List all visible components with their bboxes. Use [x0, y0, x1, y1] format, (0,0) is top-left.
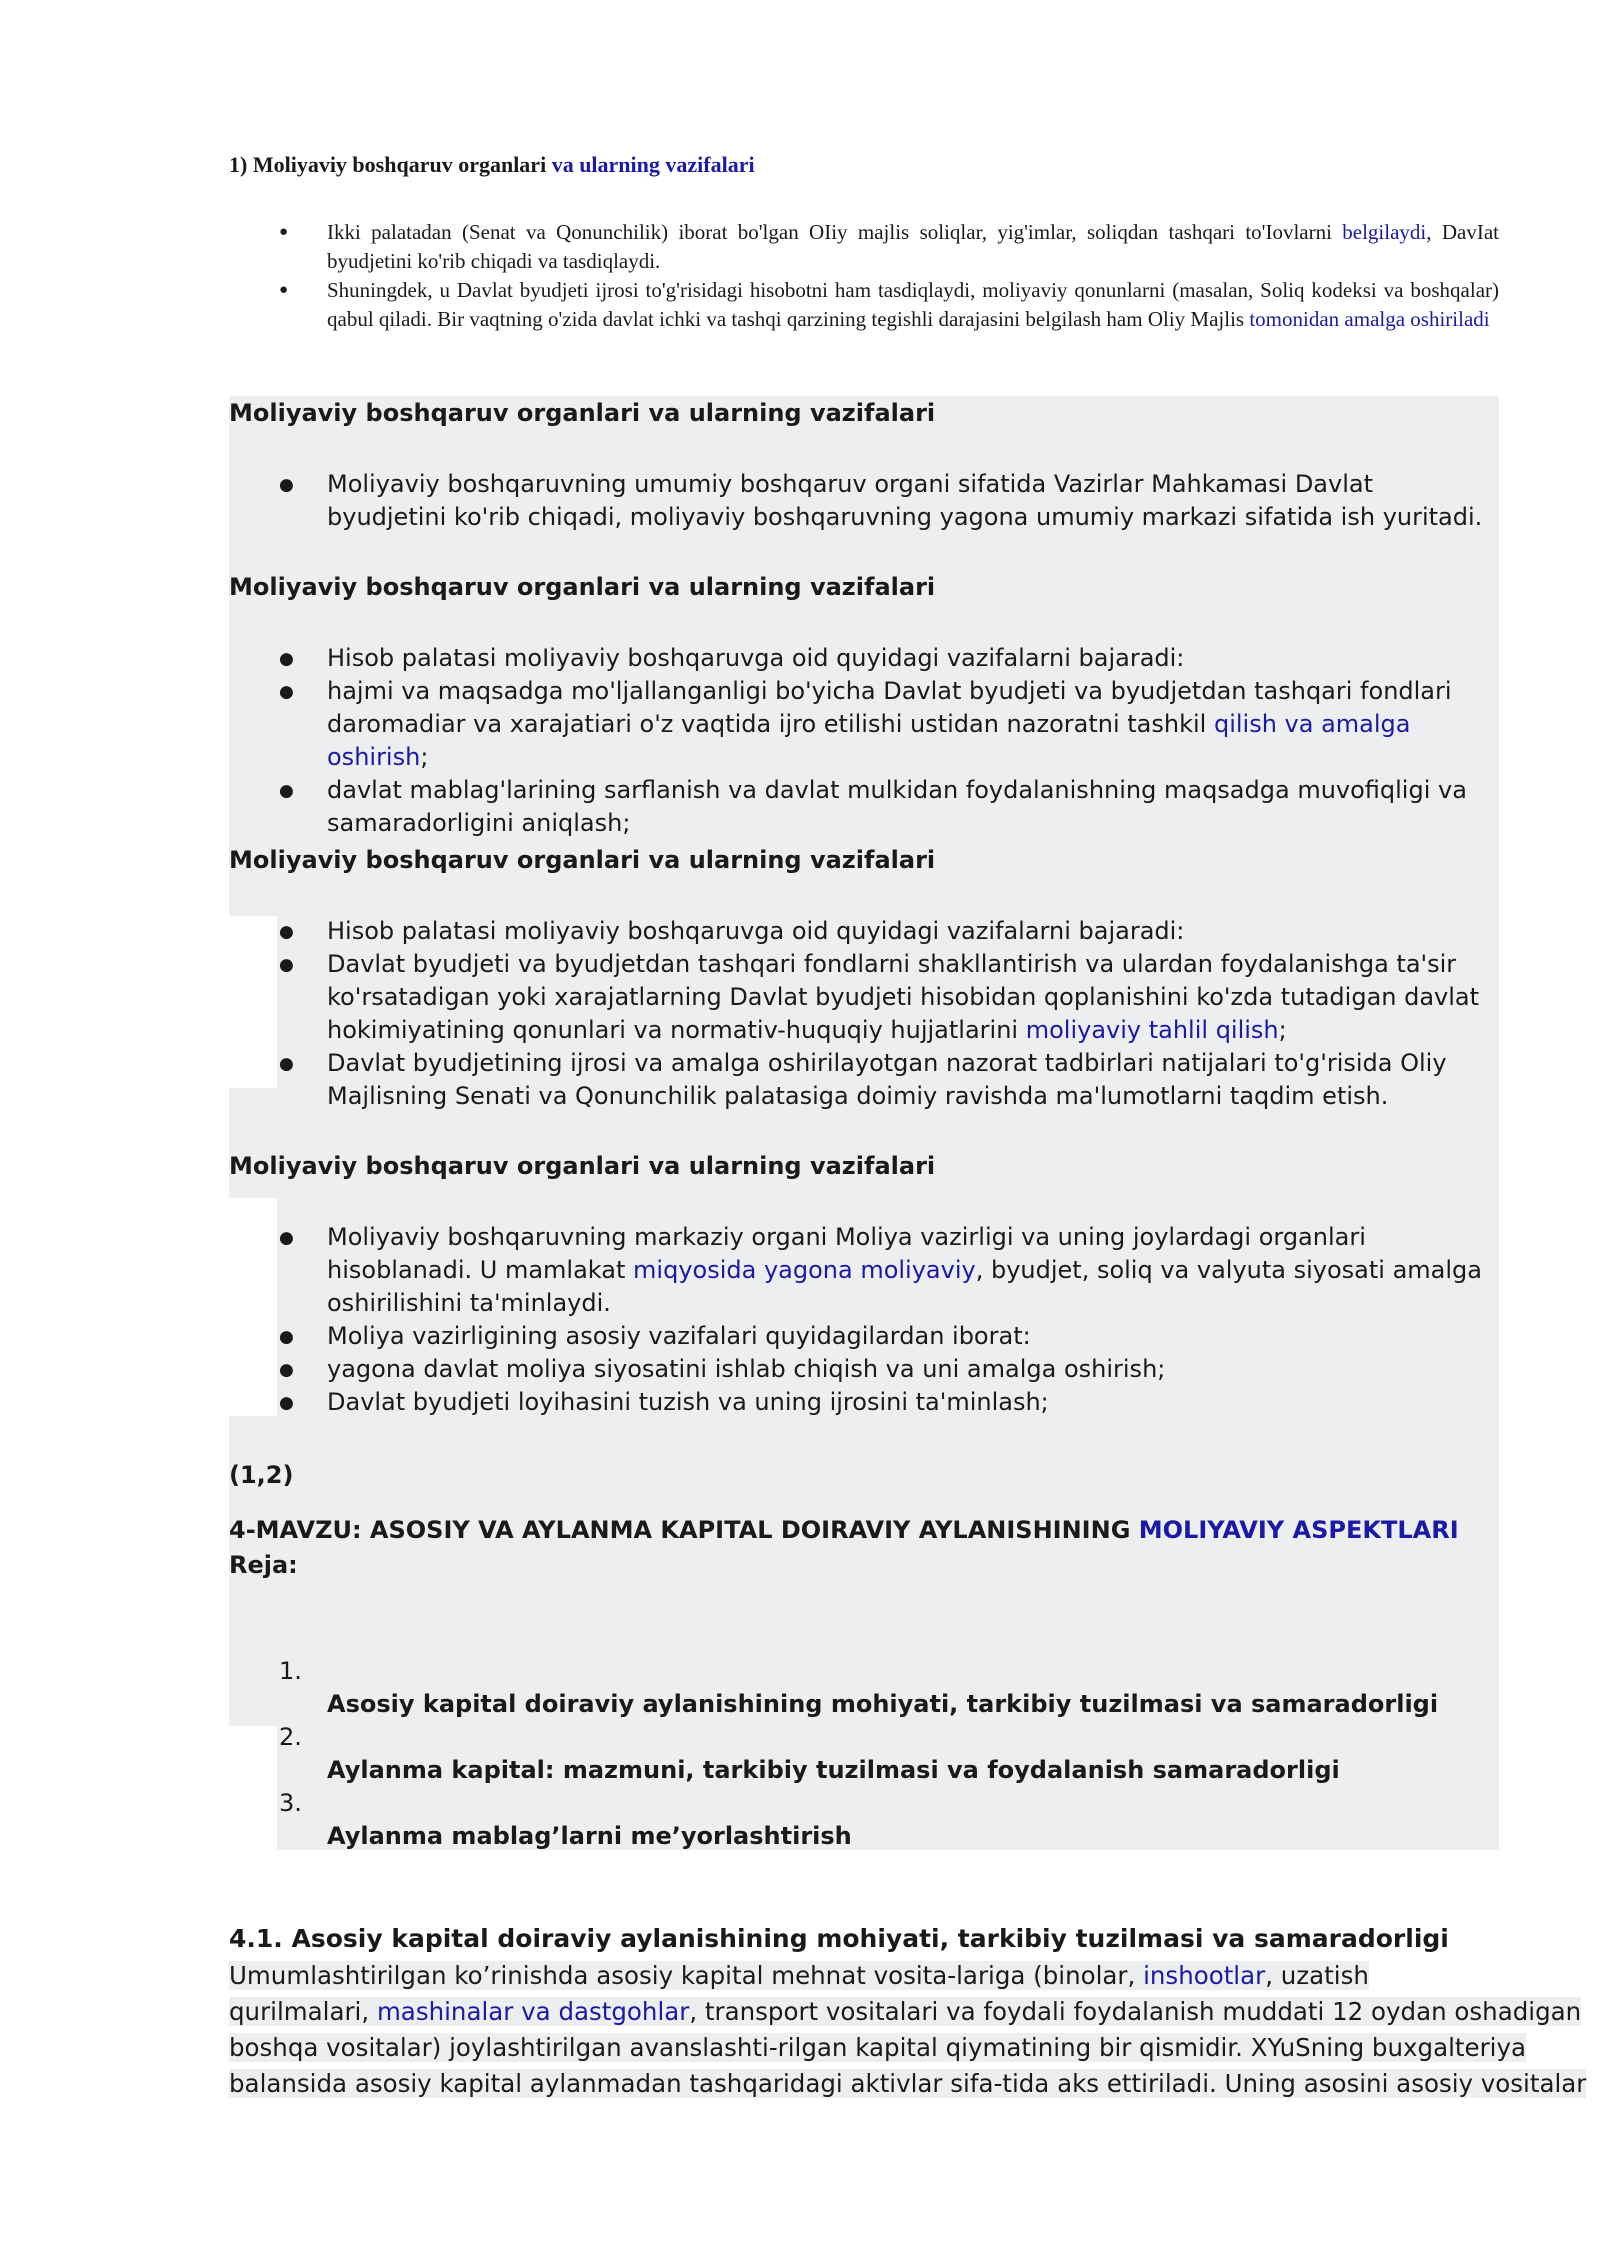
inline-link[interactable]: belgilaydi	[1342, 220, 1427, 244]
list-item: ● Moliyaviy boshqaruvning markaziy organi Moliya vazirligi va uning joylardagi organlari hisoblanadi. U mamlakat miqyosida yagona moliyaviy, byudjet, soliq va valyuta siyosati amalga oshirilishini ta'minlaydi.	[229, 1221, 1499, 1320]
bullet-list	[229, 218, 1499, 334]
inline-link[interactable]: inshootlar	[1143, 1961, 1266, 1990]
block-heading: Moliyaviy boshqaruv organlari va ularning vazifalari	[229, 1152, 936, 1180]
list-item: ● Davlat byudjeti va byudjetdan tashqari fondlarni shakllantirish va ulardan foydalanishga ta'sir ko'rsatadigan yoki xarajatlarning Davlat byudjeti hisobidan qoplanishini ko'zda tutadigan davlat hokimiyatining qonunlari va normativ-huquqiy hujjatlarini moliyaviy tahlil qilish;	[229, 948, 1499, 1047]
list-item: ● Davlat byudjeti loyihasini tuzish va uning ijrosini ta'minlash;	[229, 1386, 1499, 1419]
section-title: 1) Moliyaviy boshqaruv organlari va ularning vazifalari	[229, 152, 755, 177]
title-link[interactable]: va ularning vazifalari	[551, 152, 755, 177]
list-item: ● hajmi va maqsadga mo'ljallanganligi bo'yicha Davlat byudjeti va byudjetdan tashqari fondlari daromadiar va xarajatiari o'z vaqtida ijro etilishi ustidan nazoratni tashkil qilish va amalga oshirish;	[229, 675, 1499, 774]
block-heading: Moliyaviy boshqaruv organlari va ularning vazifalari	[229, 846, 936, 874]
reference-note: (1,2)	[229, 1461, 294, 1489]
inline-link[interactable]: mashinalar va dastgohlar	[376, 1997, 690, 2026]
topic-title: 4-MAVZU: ASOSIY VA AYLANMA KAPITAL DOIRAVIY AYLANISHINING MOLIYAVIY ASPEKTLARI	[229, 1516, 1459, 1544]
bullet-list	[229, 915, 1499, 1113]
list-item: ● Moliyaviy boshqaruvning umumiy boshqaruv organi sifatida Vazirlar Mahkamasi Davlat byudjetini ko'rib chiqadi, moliyaviy boshqaruvning yagona umumiy markazi sifatida ish yuritadi.	[229, 468, 1499, 534]
body-paragraph: Umumlashtirilgan ko’rinishda asosiy kapital mehnat vosita-lariga (binolar, inshootlar, uzatish qurilmalari, mashinalar va dastgohlar, transport vositalari va foydali foydalanish muddati 12 oydan oshadigan boshqa vositalar) joylashtirilgan avanslashti-rilgan kapital qiymatining bir qismidir. XYuSning buxgalteriya balansida asosiy kapital aylanmadan tashqaridagi aktivlar sifa-tida aks ettiriladi. Uning asosini asosiy vositalar	[229, 1961, 1587, 2098]
list-item: ● yagona davlat moliya siyosatini ishlab chiqish va uni amalga oshirish;	[229, 1353, 1499, 1386]
bullet-list	[229, 468, 1499, 534]
plan-item: 1. Asosiy kapital doiraviy aylanishining mohiyati, tarkibiy tuzilmasi va samaradorligi	[279, 1657, 1439, 1718]
section-heading: 4.1. Asosiy kapital doiraviy aylanishining mohiyati, tarkibiy tuzilmasi va samaradorligi	[229, 1924, 1449, 1953]
plan-item: 2. Aylanma kapital: mazmuni, tarkibiy tuzilmasi va foydalanish samaradorligi	[279, 1723, 1340, 1784]
topic-link[interactable]: MOLIYAVIY ASPEKTLARI	[1138, 1516, 1459, 1544]
inline-link[interactable]: qilish va amalga oshirish	[327, 710, 1411, 771]
list-item: ● Davlat byudjetining ijrosi va amalga oshirilayotgan nazorat tadbirlari natijalari to'g'risida Oliy Majlisning Senati va Qonunchilik palatasiga doimiy ravishda ma'lumotlarni taqdim etish.	[229, 1047, 1499, 1113]
plan-item: 3. Aylanma mablag’larni me’yorlashtirish	[279, 1789, 852, 1850]
list-item: ● Moliya vazirligining asosiy vazifalari quyidagilardan iborat:	[229, 1320, 1499, 1353]
plan-list	[229, 1655, 1499, 1853]
inline-link[interactable]: miqyosida yagona moliyaviy	[633, 1256, 976, 1284]
list-item: ● Hisob palatasi moIiyaviy boshqaruvga oid quyidagi vazifalarni bajaradi:	[229, 915, 1499, 948]
plan-label: Reja:	[229, 1551, 298, 1579]
inline-link[interactable]: tomonidan amalga oshiriladi	[1249, 307, 1490, 331]
list-item: ● Hisob palatasi moIiyaviy boshqaruvga oid quyidagi vazifalarni bajaradi:	[229, 642, 1499, 675]
inline-link[interactable]: moliyaviy tahlil qilish	[1025, 1016, 1279, 1044]
list-item: ● Ikki palatadan (Senat va Qonunchilik) iborat bo'lgan OIiy majlis soliqlar, yig'imlar, soliqdan tashqari to'Iovlarni belgilaydi, DavIat byudjetini ko'rib chiqadi va tasdiqlaydi.	[229, 218, 1499, 276]
bullet-list	[229, 642, 1499, 840]
bullet-list	[229, 1221, 1499, 1419]
block-heading: Moliyaviy boshqaruv organlari va ularning vazifalari	[229, 573, 936, 601]
block-heading: Moliyaviy boshqaruv organlari va ularning vazifalari	[229, 399, 936, 427]
list-item: ● davlat mablag'larining sarflanish va davlat mulkidan foydalanishning maqsadga muvofiqligi va samaradorligini aniqlash;	[229, 774, 1499, 840]
list-item: ● Shuningdek, u Davlat byudjeti ijrosi to'g'risidagi hisobotni ham tasdiqlaydi, moliyaviy qonunlarni (masalan, Soliq kodeksi va boshqalar) qabul qiladi. Bir vaqtning o'zida davlat ichki va tashqi qarzining tegishli darajasini belgilash ham Oliy Majlis tomonidan amalga oshiriladi	[229, 276, 1499, 334]
